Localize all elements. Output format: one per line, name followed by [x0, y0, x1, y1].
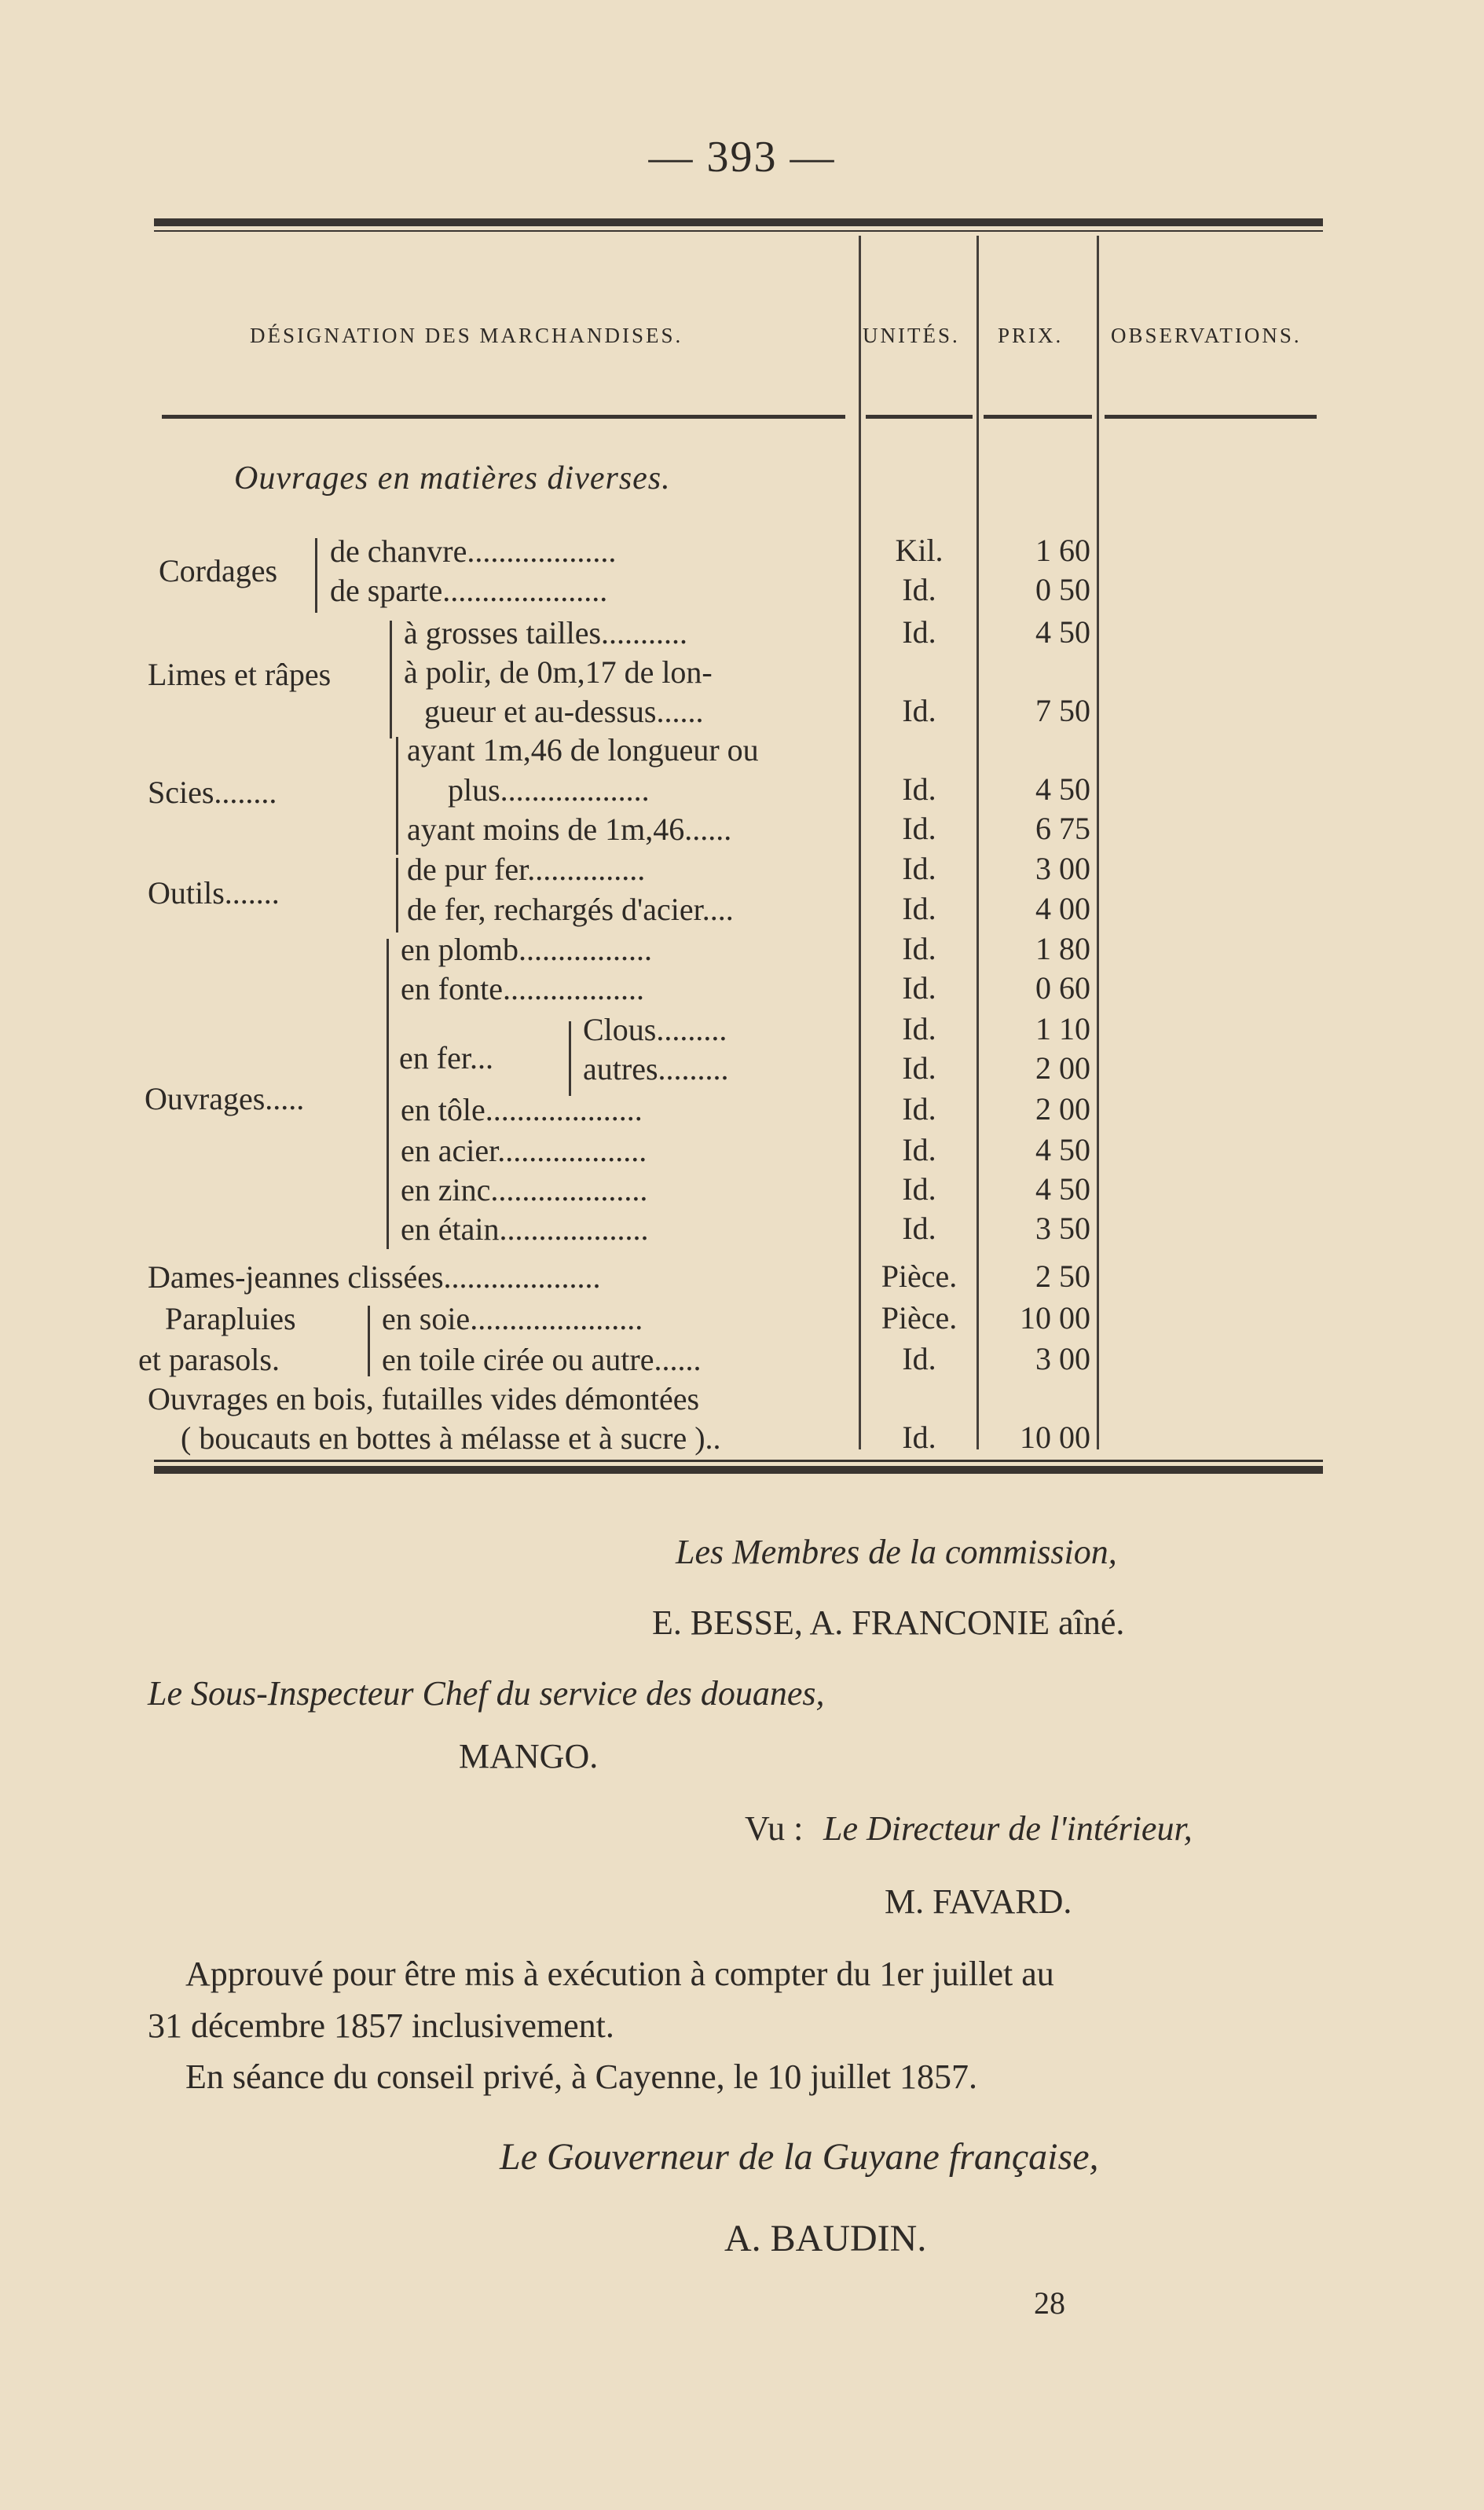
- row-label: de pur fer...............: [407, 852, 646, 887]
- row-label: Clous.........: [583, 1012, 727, 1047]
- row-label: Ouvrages en bois, futailles vides démontées: [148, 1381, 700, 1416]
- row-price: 3 00: [1035, 1341, 1090, 1376]
- header-rule-prix: [984, 415, 1092, 419]
- group-outils: Outils.......: [148, 875, 280, 911]
- row-price: 2 00: [1035, 1091, 1090, 1127]
- row-unit: Pièce.: [881, 1300, 958, 1336]
- bottom-rule-thin: [154, 1460, 1323, 1462]
- row-price: 1 60: [1035, 533, 1090, 568]
- row-unit: Id.: [902, 931, 936, 966]
- row-unit: Id.: [902, 693, 936, 728]
- approuve-line-1: Approuvé pour être mis à exécution à compter du 1er juillet au: [185, 1955, 1054, 1993]
- gouverneur-name: A. BAUDIN.: [724, 2218, 927, 2259]
- row-label: en acier...................: [401, 1133, 647, 1168]
- header-prix: PRIX.: [998, 324, 1064, 347]
- row-price: 1 80: [1035, 931, 1090, 966]
- row-price: 10 00: [1020, 1420, 1090, 1455]
- top-rule-thin: [154, 230, 1323, 232]
- row-label: plus...................: [448, 772, 650, 808]
- group-parapluies-1: Parapluies: [165, 1301, 296, 1336]
- row-unit: Id.: [902, 891, 936, 926]
- row-unit: Id.: [902, 614, 936, 650]
- row-unit: Pièce.: [881, 1259, 958, 1294]
- row-label: en soie......................: [382, 1301, 643, 1336]
- sous-inspecteur-title: Le Sous-Inspecteur Chef du service des douanes,: [148, 1674, 825, 1713]
- group-parapluies-2: et parasols.: [138, 1342, 280, 1377]
- brace-limes: [390, 621, 392, 738]
- row-unit: Id.: [902, 811, 936, 846]
- row-price: 2 00: [1035, 1050, 1090, 1086]
- vu-prefix: Vu :: [745, 1809, 804, 1848]
- header-rule-designation: [162, 415, 845, 419]
- row-label: en toile cirée ou autre......: [382, 1342, 702, 1377]
- row-price: 0 60: [1035, 970, 1090, 1006]
- row-unit: Id.: [902, 1011, 936, 1046]
- row-unit: Id.: [902, 771, 936, 807]
- group-ouvrages: Ouvrages.....: [145, 1081, 305, 1116]
- row-label: à polir, de 0m,17 de lon-: [404, 654, 713, 690]
- commission-names: E. BESSE, A. FRANCONIE aîné.: [652, 1603, 1125, 1642]
- bottom-rule: [154, 1466, 1323, 1474]
- row-price: 7 50: [1035, 693, 1090, 728]
- sous-inspecteur-name: MANGO.: [459, 1737, 599, 1775]
- top-rule: [154, 218, 1323, 226]
- directeur-title: Le Directeur de l'intérieur,: [823, 1809, 1193, 1848]
- row-price: 10 00: [1020, 1300, 1090, 1336]
- column-divider-unites: [859, 236, 861, 1449]
- row-price: 0 50: [1035, 572, 1090, 607]
- row-unit: Id.: [902, 1091, 936, 1127]
- row-label: ayant moins de 1m,46......: [407, 812, 732, 847]
- group-scies: Scies........: [148, 775, 277, 810]
- row-label: gueur et au-dessus......: [424, 694, 704, 729]
- row-unit: Id.: [902, 1341, 936, 1376]
- section-title: Ouvrages en matières diverses.: [234, 460, 671, 497]
- row-unit: Id.: [902, 1211, 936, 1246]
- row-unit: Id.: [902, 1132, 936, 1167]
- row-label: autres.........: [583, 1051, 729, 1086]
- row-price: 4 50: [1035, 1132, 1090, 1167]
- header-rule-observations: [1105, 415, 1317, 419]
- row-unit: Id.: [902, 1420, 936, 1455]
- commission-title: Les Membres de la commission,: [676, 1533, 1117, 1571]
- brace-en-fer: [569, 1021, 571, 1096]
- brace-scies: [396, 737, 398, 855]
- row-unit: Id.: [902, 1171, 936, 1207]
- directeur-name: M. FAVARD.: [885, 1882, 1072, 1921]
- brace-outils: [396, 858, 398, 933]
- row-label: en fonte..................: [401, 971, 644, 1006]
- seance-line: En séance du conseil privé, à Cayenne, le 10 juillet 1857.: [185, 2057, 978, 2096]
- footer-number: 28: [1034, 2285, 1065, 2321]
- row-label: de chanvre...................: [330, 533, 617, 569]
- group-limes: Limes et râpes: [148, 657, 332, 692]
- row-unit: Id.: [902, 851, 936, 886]
- row-unit: Kil.: [895, 533, 944, 568]
- row-label: en étain...................: [401, 1211, 649, 1247]
- row-label: en plomb.................: [401, 932, 652, 967]
- header-designation: DÉSIGNATION DES MARCHANDISES.: [250, 324, 683, 347]
- brace-cordages: [315, 538, 317, 613]
- row-unit: Id.: [902, 970, 936, 1006]
- brace-ouvrages: [387, 939, 389, 1249]
- row-label: ( boucauts en bottes à mélasse et à sucre )..: [181, 1420, 721, 1456]
- row-label: de sparte.....................: [330, 573, 608, 608]
- brace-parapluies: [368, 1306, 370, 1376]
- row-label: en zinc....................: [401, 1172, 648, 1207]
- approuve-line-2: 31 décembre 1857 inclusivement.: [148, 2006, 614, 2045]
- row-price: 2 50: [1035, 1259, 1090, 1294]
- row-unit: Id.: [902, 572, 936, 607]
- page-number: — 393 —: [648, 133, 836, 181]
- row-label: en tôle....................: [401, 1092, 643, 1127]
- group-cordages: Cordages: [159, 553, 278, 588]
- header-rule-unites: [866, 415, 973, 419]
- row-price: 1 10: [1035, 1011, 1090, 1046]
- group-en-fer: en fer...: [399, 1040, 493, 1075]
- header-unites: UNITÉS.: [863, 324, 960, 347]
- row-price: 4 50: [1035, 614, 1090, 650]
- row-price: 4 50: [1035, 1171, 1090, 1207]
- row-label: ayant 1m,46 de longueur ou: [407, 732, 759, 768]
- row-label: Dames-jeannes clissées....................: [148, 1259, 601, 1295]
- row-price: 3 00: [1035, 851, 1090, 886]
- row-price: 4 00: [1035, 891, 1090, 926]
- gouverneur-title: Le Gouverneur de la Guyane française,: [500, 2136, 1099, 2178]
- row-unit: Id.: [902, 1050, 936, 1086]
- row-label: à grosses tailles...........: [404, 615, 688, 650]
- column-divider-observations: [1097, 236, 1099, 1449]
- header-observations: OBSERVATIONS.: [1111, 324, 1302, 347]
- row-price: 6 75: [1035, 811, 1090, 846]
- row-price: 4 50: [1035, 771, 1090, 807]
- row-price: 3 50: [1035, 1211, 1090, 1246]
- row-label: de fer, rechargés d'acier....: [407, 892, 734, 927]
